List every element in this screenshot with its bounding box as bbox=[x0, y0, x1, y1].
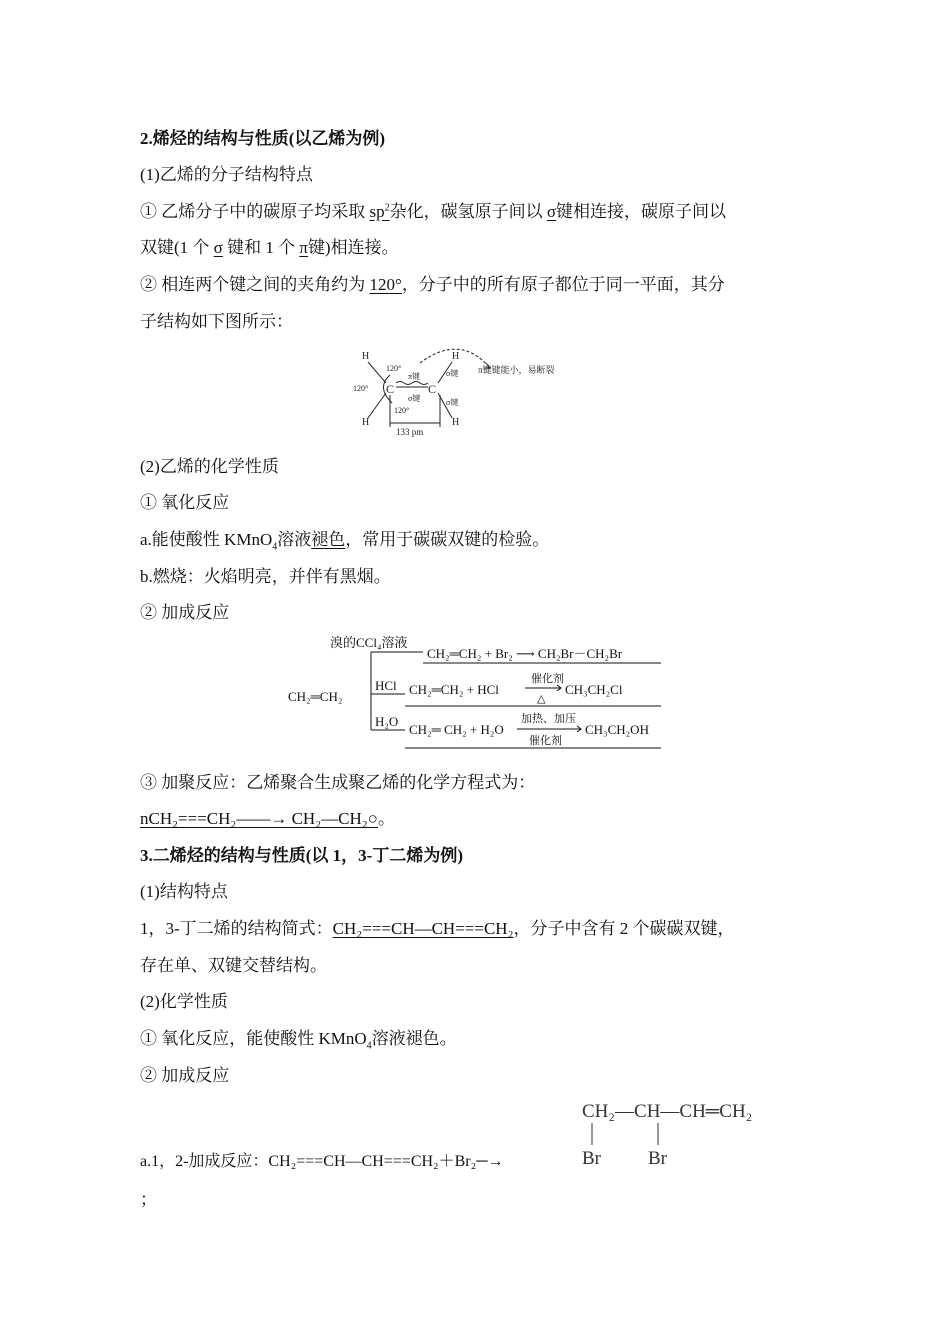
bond-length-label: 133 pm bbox=[396, 427, 424, 437]
answer-sigma: σ bbox=[213, 238, 223, 257]
addition-reaction-diagram bbox=[285, 632, 665, 752]
condition-label: △ bbox=[537, 693, 546, 705]
paragraph-line: 存在单、双键交替结构。 bbox=[140, 956, 327, 975]
reactant-formula: CH₂═CH₂ bbox=[288, 689, 343, 704]
paragraph-line: 1，3-丁二烯的结构简式：CH₂===CH—CH===CH₂，分子中含有 2 个碳碳双键， bbox=[140, 919, 735, 938]
paragraph-line: ； bbox=[140, 1190, 157, 1209]
pi-bond-label: π键 bbox=[408, 372, 421, 381]
paragraph-line: ① 氧化反应 bbox=[140, 493, 230, 512]
product-formula: CH₃CH₂OH bbox=[585, 722, 649, 737]
paragraph-line: ② 加成反应 bbox=[140, 603, 230, 622]
answer-sigma: σ bbox=[546, 202, 557, 221]
sigma-bond-label: σ键 bbox=[408, 394, 421, 403]
condition-label: 催化剂 bbox=[529, 735, 562, 747]
reagent-label: H₂O bbox=[375, 714, 399, 729]
reaction-equation: CH₂═CH₂ + Br₂ ⟶ CH₂Br－CH₂Br bbox=[427, 646, 623, 661]
answer-pi: π bbox=[299, 238, 308, 257]
answer-sp2: $sp^2$ bbox=[369, 202, 390, 221]
product-formula: CH₃CH₂Cl bbox=[565, 682, 623, 697]
condition-label: 催化剂 bbox=[531, 673, 564, 685]
answer-angle: 120° bbox=[369, 275, 402, 294]
bromine-label: Br bbox=[648, 1148, 667, 1169]
ethylene-structure-diagram bbox=[350, 343, 610, 439]
reaction-equation: CH₂═CH₂ + HCl bbox=[409, 682, 499, 697]
paragraph-line: a.1，2-加成反应：CH₂===CH—CH===CH₂＋Br₂─→ bbox=[140, 1153, 504, 1170]
atom-h: H bbox=[452, 417, 460, 428]
paragraph-line: b.燃烧：火焰明亮，并伴有黑烟。 bbox=[140, 567, 391, 586]
atom-h: H bbox=[452, 351, 460, 362]
paragraph-line: a.能使酸性 KMnO$_4$溶液褪色，常用于碳碳双键的检验。 bbox=[140, 530, 550, 553]
paragraph-line: ② 加成反应 bbox=[140, 1066, 230, 1085]
reagent-label: HCl bbox=[375, 678, 397, 693]
atom-h: H bbox=[362, 417, 370, 428]
answer-polymerization: nCH₂===CH₂——→ CH₂—CH₂○ bbox=[140, 809, 378, 828]
paragraph-line: 双键(1 个 σ 键和 1 个 π键)相连接。 bbox=[140, 238, 399, 257]
paragraph-line: 子结构如下图所示： bbox=[140, 312, 293, 331]
condition-label: 加热、加压 bbox=[521, 713, 576, 725]
angle-label: 120° bbox=[353, 384, 369, 393]
bromine-label: Br bbox=[582, 1148, 601, 1169]
answer-decolor: 褪色 bbox=[311, 530, 346, 549]
atom-h: H bbox=[362, 351, 370, 362]
reagent-label: 溴的CCl₄溶液 bbox=[330, 635, 408, 650]
dibromo-product-structure bbox=[580, 1095, 810, 1170]
section-3-title: 3.二烯烃的结构与性质(以 1，3-丁二烯为例) bbox=[140, 846, 463, 865]
subsection-heading: (2)乙烯的化学性质 bbox=[140, 457, 279, 476]
atom-c: C bbox=[386, 382, 395, 396]
angle-label: 120° bbox=[386, 364, 402, 373]
reaction-equation: CH₂═ CH₂ + H₂O bbox=[409, 722, 504, 737]
section-2-title: 2.烯烃的结构与性质(以乙烯为例) bbox=[140, 129, 386, 148]
paragraph-line: ③ 加聚反应：乙烯聚合生成聚乙烯的化学方程式为： bbox=[140, 773, 536, 792]
paragraph-line: ① 乙烯分子中的碳原子均采取 $sp^2$杂化，碳氢原子间以 σ键相连接，碳原子间以 bbox=[140, 202, 727, 221]
note-label: π键键能小，易断裂 bbox=[478, 365, 555, 375]
product-formula: CH₂—CH—CH═CH₂ bbox=[582, 1101, 753, 1122]
paragraph-line: ② 相连两个键之间的夹角约为 120°，分子中的所有原子都位于同一平面，其分 bbox=[140, 275, 725, 294]
subsection-heading: (1)结构特点 bbox=[140, 882, 228, 901]
sigma-bond-label: σ键 bbox=[446, 398, 459, 407]
paragraph-line: nCH₂===CH₂——→ CH₂—CH₂○。 bbox=[140, 809, 395, 828]
subsection-heading: (1)乙烯的分子结构特点 bbox=[140, 165, 313, 184]
angle-label: 120° bbox=[394, 406, 410, 415]
paragraph-line: ① 氧化反应，能使酸性 KMnO$_4$溶液褪色。 bbox=[140, 1029, 457, 1052]
sigma-bond-label: σ键 bbox=[446, 369, 459, 378]
subsection-heading: (2)化学性质 bbox=[140, 992, 228, 1011]
atom-c: C bbox=[428, 382, 437, 396]
answer-butadiene-formula: CH₂===CH—CH===CH₂ bbox=[332, 919, 514, 938]
